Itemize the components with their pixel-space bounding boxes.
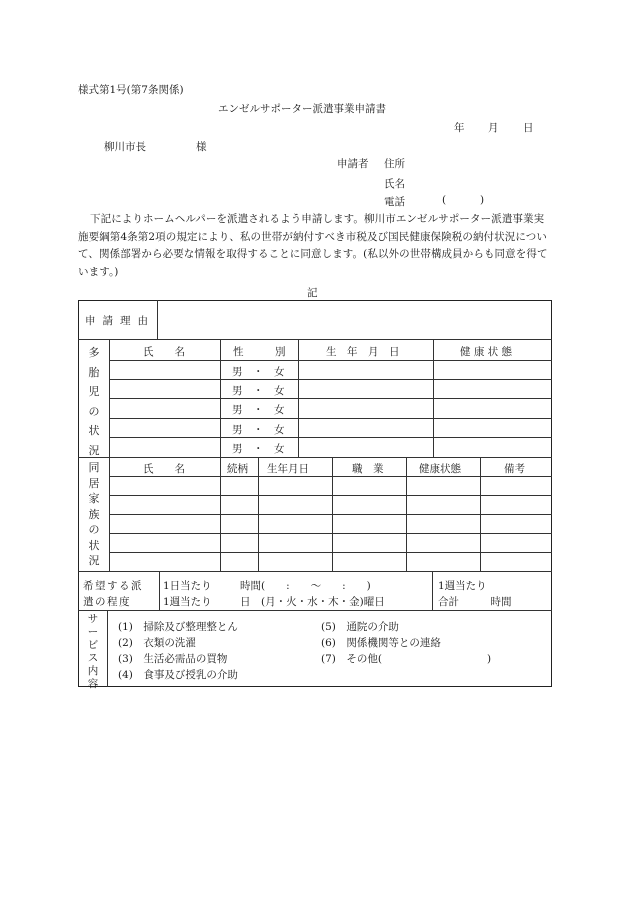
multibirth-section-label: 多 胎 児 の 状 況 [88,346,100,457]
rule-hh-row [109,495,552,496]
service-item-7: (7) その他( ) [321,653,492,665]
desired-per-week-left: 1週当たり [163,596,212,608]
rule-hh-col [220,457,221,571]
desired-per-week-right: 1週当たり [438,580,487,592]
rule-desired-bottom [78,610,552,611]
rule-mb-col [433,339,434,457]
desired-days-field[interactable]: 日 (月・火・水・木・金)曜日 [240,596,385,608]
service-item-6: (6) 関係機関等との連絡 [321,637,441,649]
rule-hh-row [109,533,552,534]
household-section-label: 同 居 家 族 の 状 況 [88,461,100,567]
mb-header-birth: 生 年 月 日 [326,346,400,358]
desired-label-line2: 遣の程度 [83,596,131,608]
mb-sex-option[interactable]: 男 ・ 女 [232,443,285,455]
mb-sex-option[interactable]: 男 ・ 女 [232,424,285,436]
hh-header-birth: 生年月日 [267,463,309,475]
reason-field[interactable] [162,305,547,335]
phone-paren-close: ) [480,194,485,206]
desired-per-day: 1日当たり [163,580,212,592]
mb-header-name: 氏 名 [143,346,185,358]
mb-sex-option[interactable]: 男 ・ 女 [232,385,285,397]
addressee-honorific: 様 [196,141,207,153]
rule-reason-divider [157,300,158,339]
addressee-name: 柳川市長 [104,141,146,153]
mb-header-health: 健 康 状 態 [460,346,513,358]
phone-label: 電話 [384,196,405,208]
address-label: 住所 [384,158,405,170]
services-section-label: サ ー ビ ス 内 容 [87,613,99,690]
rule-mb-row [109,437,552,438]
rule-reason-bottom [78,339,552,340]
rule-mb-col [298,339,299,457]
rule-mb-header [109,360,552,361]
applicant-label: 申請者 [337,158,369,170]
rule-mb-row [109,418,552,419]
rule-mb-row [109,379,552,380]
rule-services-divider [107,610,108,687]
desired-time-field[interactable]: 時間( : 〜 : ) [240,580,371,592]
date-year-label: 年 [454,122,465,134]
rule-hh-col [332,457,333,571]
phone-paren-open: ( [442,194,447,206]
hh-header-job: 職 業 [352,463,384,475]
rule-hh-row [109,552,552,553]
mb-sex-option[interactable]: 男 ・ 女 [232,366,285,378]
service-item-3: (3) 生活必需品の買物 [118,653,228,665]
rule-hh-row [109,514,552,515]
hh-header-remarks: 備考 [504,463,525,475]
rule-hh-col [480,457,481,571]
service-item-1: (1) 掃除及び整理整とん [118,621,238,633]
rule-section-label-divider [109,339,110,571]
service-item-2: (2) 衣類の洗濯 [118,637,196,649]
hh-header-relation: 続柄 [227,463,248,475]
mb-sex-option[interactable]: 男 ・ 女 [232,404,285,416]
rule-hh-col [406,457,407,571]
date-month-label: 月 [488,122,499,134]
mb-header-sex: 性 別 [233,346,286,358]
reason-label: 申請理由 [85,315,155,327]
date-day-label: 日 [523,122,534,134]
rule-mb-row [109,398,552,399]
consent-paragraph: 下記によりホームヘルパーを派遣されるよう申請します。柳川市エンゼルサポーター派遣事業実施要綱第4条第2項の規定により、私の世帯が納付すべき市税及び国民健康保険税の納付状況について、関係部署から必要な情報を取得することに同意します。(私以外の世帯構成員からも同意を得ています。) [78,213,548,278]
hh-header-name: 氏 名 [143,463,185,475]
document-title: エンゼルサポーター派遣事業申請書 [218,103,386,115]
rule-desired-divider [432,571,433,610]
rule-household-bottom [78,571,552,572]
rule-desired-divider [159,571,160,610]
desired-label-line1: 希望する派 [83,580,143,592]
name-label: 氏名 [384,178,405,190]
service-item-4: (4) 食事及び授乳の介助 [118,669,238,681]
desired-total-field[interactable]: 合計 時間 [438,596,512,608]
rule-hh-col [258,457,259,571]
hh-header-health: 健康状態 [419,463,461,475]
note-title: 記 [307,287,318,299]
form-number: 様式第1号(第7条関係) [78,84,184,96]
rule-mb-col [220,339,221,457]
service-item-5: (5) 通院の介助 [321,621,399,633]
rule-hh-header [109,476,552,477]
